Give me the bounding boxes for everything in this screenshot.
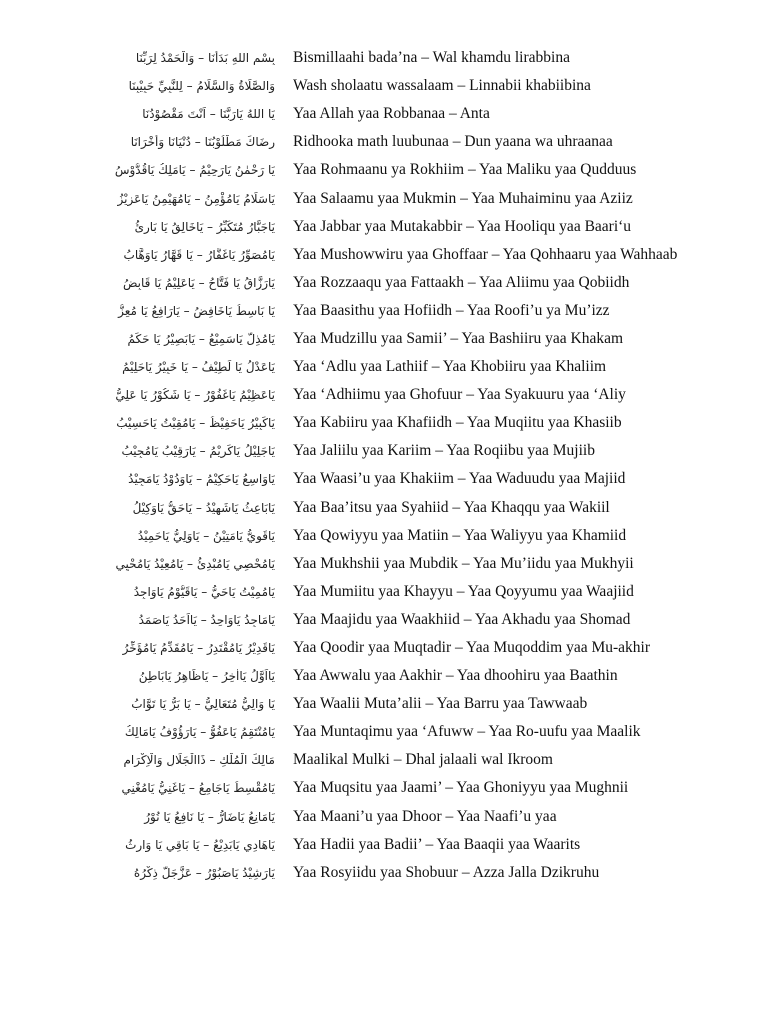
arabic-text: يَابَاعِثُ يَاشَهِيْدُ – يَاحَقُّ يَاوَكِيْلُ bbox=[132, 500, 275, 515]
verse-line bbox=[0, 184, 768, 212]
arabic-text: يَامَانِعُ يَاضَارُّ – يَا نَافِعُ يَا نُوْرُ bbox=[144, 809, 275, 824]
verse-line bbox=[0, 128, 768, 156]
arabic-text: يَاكَبِيْرُ يَاحَفِيْظُ – يَامُقِيْتُ يَاحَسِيْبُ bbox=[116, 416, 275, 431]
transliteration-text: Yaa Muntaqimu yaa ‘Afuww – Yaa Ro-uufu yaa Maalik bbox=[293, 723, 641, 741]
verse-line bbox=[0, 269, 768, 297]
transliteration-text: Yaa Mushowwiru yaa Ghoffaar – Yaa Qohhaaru yaa Wahhaab bbox=[293, 245, 678, 263]
transliteration-text: Wash sholaatu wassalaam – Linnabii khabiibina bbox=[293, 77, 591, 95]
transliteration-text: Yaa Waasi’u yaa Khakiim – Yaa Waduudu yaa Majiid bbox=[293, 470, 626, 488]
arabic-text: وَالصَّلَاةُ وَالسَّلَامُ – لِلنَّبِيِّ حَبِيْبِنَا bbox=[128, 79, 275, 94]
arabic-text: مَالِكَ الْمُلْكِ – ذَاالْجَلَالِ وَالْاِكْرَامِ bbox=[123, 753, 275, 768]
transliteration-text: Ridhooka math luubunaa – Dun yaana wa uhraanaa bbox=[293, 133, 613, 151]
transliteration-text: Yaa Rozzaaqu yaa Fattaakh – Yaa Aliimu yaa Qobiidh bbox=[293, 273, 630, 291]
transliteration-text: Yaa Baa’itsu yaa Syahiid – Yaa Khaqqu yaa Wakiil bbox=[293, 498, 610, 516]
verse-line bbox=[0, 156, 768, 184]
verse-line bbox=[0, 859, 768, 887]
verse-line bbox=[0, 409, 768, 437]
arabic-text: يَاسَلَامُ يَامُؤْمِنُ – يَامُهَيْمِنُ يَاعَزِيْزُ bbox=[117, 191, 275, 206]
transliteration-text: Yaa Rosyiidu yaa Shobuur – Azza Jalla Dzikruhu bbox=[293, 863, 600, 881]
arabic-text: يَامُصَوِّرُ يَاغَفَّارُ – يَا قَهَّارُ يَاوَهَّابُ bbox=[123, 247, 275, 262]
transliteration-text: Yaa Mukhshii yaa Mubdik – Yaa Mu’iidu yaa Mukhyii bbox=[293, 554, 634, 572]
verse-line bbox=[0, 437, 768, 465]
arabic-text: يَا رَحْمٰنُ يَارَحِيْمُ – يَامَلِكُ يَاقُدُّوْسُ bbox=[114, 163, 275, 178]
transliteration-text: Yaa Mudzillu yaa Samii’ – Yaa Bashiiru yaa Khakam bbox=[293, 329, 624, 347]
transliteration-text: Maalikal Mulki – Dhal jalaali wal Ikroom bbox=[293, 751, 553, 769]
transliteration-text: Bismillaahi bada’na – Wal khamdu lirabbina bbox=[293, 49, 570, 67]
transliteration-text: Yaa Awwalu yaa Aakhir – Yaa dhoohiru yaa Baathin bbox=[293, 667, 618, 685]
verse-line bbox=[0, 690, 768, 718]
transliteration-text: Yaa Maani’u yaa Dhoor – Yaa Naafi’u yaa bbox=[293, 807, 557, 825]
verse-line bbox=[0, 297, 768, 325]
verse-line bbox=[0, 746, 768, 774]
verse-line bbox=[0, 522, 768, 550]
verse-line bbox=[0, 100, 768, 128]
verse-line bbox=[0, 241, 768, 269]
verse-line bbox=[0, 803, 768, 831]
arabic-text: يَارَزَّاقُ يَا فَتَّاحُ – يَاعَلِيْمُ يَا قَابِضُ bbox=[122, 275, 275, 290]
arabic-text: يَاهَادِي يَابَدِيْعُ – يَا بَاقِي يَا وَارِثُ bbox=[125, 837, 275, 852]
verse-line bbox=[0, 831, 768, 859]
transliteration-text: Yaa ‘Adlu yaa Lathiif – Yaa Khobiiru yaa Khaliim bbox=[293, 358, 607, 376]
transliteration-text: Yaa Maajidu yaa Waakhiid – Yaa Akhadu yaa Shomad bbox=[293, 610, 631, 628]
verse-line bbox=[0, 465, 768, 493]
arabic-text: يَا بَاسِطُ يَاخَافِضُ – يَارَافِعُ يَا مُعِزُّ bbox=[118, 303, 275, 318]
verse-line bbox=[0, 634, 768, 662]
verse-line bbox=[0, 662, 768, 690]
arabic-text: يَاعَظِيْمُ يَاغَفُوْرُ – يَا شَكُوْرُ يَا عَلِيُّ bbox=[115, 388, 275, 403]
verse-line bbox=[0, 606, 768, 634]
arabic-text: يَامُمِيْتُ يَاحَيُّ – يَاقَيُّوْمُ يَاوَاجِدُ bbox=[133, 584, 275, 599]
verse-line bbox=[0, 72, 768, 100]
arabic-text: يَاقَوِيُّ يَامَتِيْنُ – يَاوَلِيُّ يَاحَمِيْدُ bbox=[137, 528, 275, 543]
document-page bbox=[0, 44, 768, 887]
transliteration-text: Yaa Baasithu yaa Hofiidh – Yaa Roofi’u ya Mu’izz bbox=[293, 301, 610, 319]
transliteration-text: Yaa Mumiitu yaa Khayyu – Yaa Qoyyumu yaa Waajiid bbox=[293, 582, 634, 600]
arabic-text: يَا وَالِيُّ مُتَعَالِيُّ – يَا بَرُّ يَا تَوَّابُ bbox=[131, 697, 275, 712]
arabic-text: يَاوَاسِعُ يَاحَكِيْمُ – يَاوَدُوْدُ يَامَجِيْدُ bbox=[128, 472, 275, 487]
verse-line bbox=[0, 578, 768, 606]
verse-line bbox=[0, 550, 768, 578]
arabic-text: يَامَاجِدُ يَاوَاحِدُ – يَااَحَدُ يَاصَمَدُ bbox=[138, 612, 275, 627]
verse-line bbox=[0, 381, 768, 409]
verse-line bbox=[0, 494, 768, 522]
arabic-text: يَامُنْتَقِمُ يَاعَفُوُّ – يَارَؤُوْفُ يَامَالِكُ bbox=[124, 725, 275, 740]
arabic-text: يَامُقْسِطُ يَاجَامِعُ – يَاغَنِيُّ يَامُغْنِي bbox=[121, 781, 275, 796]
transliteration-text: Yaa Muqsitu yaa Jaami’ – Yaa Ghoniyyu yaa Mughnii bbox=[293, 779, 629, 797]
arabic-text: يَامُحْصِي يَامُبْدِئُ – يَامُعِيْدُ يَامُحْيِي bbox=[115, 556, 275, 571]
arabic-text: يَارَشِيْدُ يَاصَبُوْرُ – عَزَّجَلَّ ذِكْرُهُ bbox=[133, 865, 275, 880]
verse-line bbox=[0, 774, 768, 802]
arabic-text: يَاعَدْلُ يَا لَطِيْفُ – يَا خَبِيْرُ يَاحَلِيْمُ bbox=[122, 360, 275, 375]
verse-line bbox=[0, 44, 768, 72]
transliteration-text: Yaa Qowiyyu yaa Matiin – Yaa Waliyyu yaa Khamiid bbox=[293, 526, 627, 544]
transliteration-text: Yaa Hadii yaa Badii’ – Yaa Baaqii yaa Waarits bbox=[293, 835, 581, 853]
arabic-text: رِضَاكَ مَطْلُوْبُنَا – دُنْيَانَا وَأُخْرَانَا bbox=[130, 135, 275, 150]
arabic-text: يَاجَلِيْلُ يَاكَرِيْمُ – يَارَقِيْبُ يَامُجِيْبُ bbox=[121, 444, 275, 459]
transliteration-text: Yaa Salaamu yaa Mukmin – Yaa Muhaiminu yaa Aziiz bbox=[293, 189, 633, 207]
arabic-text: يَاجَبَّارُ مُتَكَبِّرُ – يَاخَالِقُ يَا بَارِئُ bbox=[134, 219, 275, 234]
transliteration-text: Yaa Qoodir yaa Muqtadir – Yaa Muqoddim yaa Mu-akhir bbox=[293, 639, 651, 657]
verse-line bbox=[0, 325, 768, 353]
arabic-text: يَا اللهُ يَارَبَّنَا – اَنْتَ مَقْصُوْدُنَا bbox=[142, 107, 275, 122]
arabic-text: يَااَوَّلُ يَااٰخِرُ – يَاظَاهِرُ يَابَاطِنُ bbox=[138, 669, 275, 684]
transliteration-text: Yaa ‘Adhiimu yaa Ghofuur – Yaa Syakuuru yaa ‘Aliy bbox=[293, 386, 626, 404]
arabic-text: بِسْمِ اللهِ بَدَأْنَا – وَالْحَمْدُ لِرَبِّنَا bbox=[135, 51, 275, 66]
transliteration-text: Yaa Jabbar yaa Mutakabbir – Yaa Hooliqu yaa Baari‘u bbox=[293, 217, 632, 235]
verse-line bbox=[0, 213, 768, 241]
transliteration-text: Yaa Rohmaanu ya Rokhiim – Yaa Maliku yaa Qudduus bbox=[293, 161, 637, 179]
transliteration-text: Yaa Jaliilu yaa Kariim – Yaa Roqiibu yaa Mujiib bbox=[293, 442, 595, 460]
transliteration-text: Yaa Allah yaa Robbanaa – Anta bbox=[293, 105, 490, 123]
transliteration-text: Yaa Waalii Muta’alii – Yaa Barru yaa Tawwaab bbox=[293, 695, 588, 713]
verse-line bbox=[0, 353, 768, 381]
arabic-text: يَاقَدِيْرُ يَامُقْتَدِرُ – يَامُقَدِّمُ يَامُؤَخِّرُ bbox=[122, 641, 275, 656]
verse-line bbox=[0, 718, 768, 746]
arabic-text: يَامُذِلُّ يَاسَمِيْعُ – يَابَصِيْرُ يَا حَكَمُ bbox=[127, 331, 275, 346]
transliteration-text: Yaa Kabiiru yaa Khafiidh – Yaa Muqiitu yaa Khasiib bbox=[293, 414, 622, 432]
